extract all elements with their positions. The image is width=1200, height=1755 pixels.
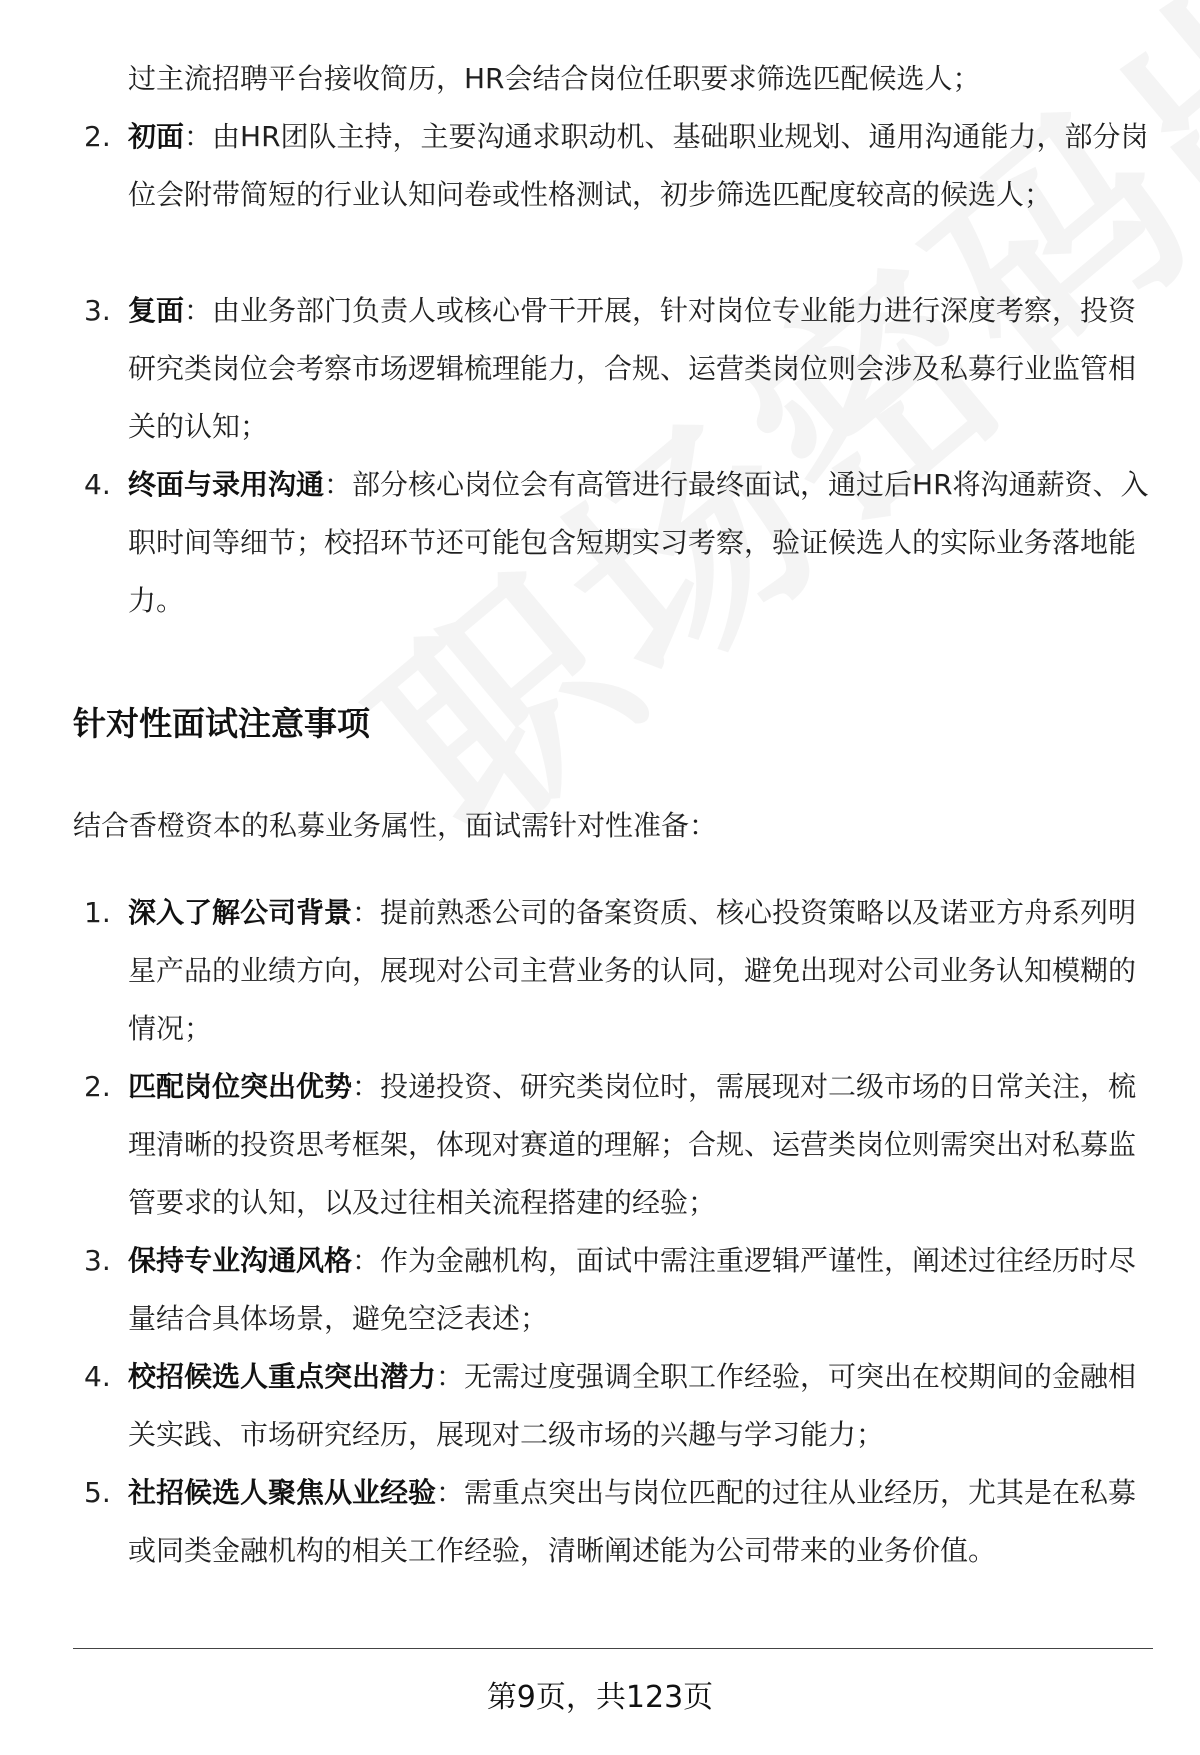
list-item	[0, 1232, 1200, 1348]
list-item	[0, 1464, 1200, 1580]
tips-list	[0, 884, 1200, 1580]
list-item	[0, 456, 1200, 630]
item-number: 1.	[84, 896, 111, 929]
item-lead: 终面与录用沟通	[128, 468, 325, 501]
page-number: 第9页，共123页	[486, 1680, 714, 1715]
list-item	[0, 282, 1200, 456]
item-number: 2.	[84, 1070, 111, 1103]
item-text: ：部分核心岗位会有高管进行最终面试，通过后HR将沟通薪资、入职时间等细节；校招环节还可能包含短期实习考察，验证候选人的实际业务落地能力。	[128, 468, 1149, 617]
item-lead: 初面	[128, 120, 185, 153]
item-lead: 复面	[128, 294, 185, 327]
item-text: ：由业务部门负责人或核心骨干开展，针对岗位专业能力进行深度考察，投资研究类岗位会考察市场逻辑梳理能力，合规、运营类岗位则会涉及私募行业监管相关的认知；	[128, 294, 1137, 443]
item-lead: 社招候选人聚焦从业经验	[128, 1476, 437, 1509]
list-item	[0, 1058, 1200, 1232]
item-text: ：投递投资、研究类岗位时，需展现对二级市场的日常关注，梳理清晰的投资思考框架，体现对赛道的理解；合规、运营类岗位则需突出对私募监管要求的认知，以及过往相关流程搭建的经验；	[128, 1070, 1137, 1219]
section-heading: 针对性面试注意事项	[73, 704, 370, 743]
intro-text: 结合香橙资本的私募业务属性，面试需针对性准备：	[73, 809, 718, 842]
item-number: 3.	[84, 294, 111, 327]
item-text: ：提前熟悉公司的备案资质、核心投资策略以及诺亚方舟系列明星产品的业绩方向，展现对公司主营业务的认同，避免出现对公司业务认知模糊的情况；	[128, 896, 1137, 1045]
list-item	[0, 108, 1200, 282]
footer-divider	[73, 1648, 1153, 1649]
list-item	[0, 884, 1200, 1058]
continuation-text: 过主流招聘平台接收简历，HR会结合岗位任职要求筛选匹配候选人；	[128, 62, 981, 95]
item-number: 2.	[84, 120, 111, 153]
item-lead: 保持专业沟通风格	[128, 1244, 353, 1277]
item-number: 3.	[84, 1244, 111, 1277]
item-text: ：无需过度强调全职工作经验，可突出在校期间的金融相关实践、市场研究经历，展现对二级市场的兴趣与学习能力；	[128, 1360, 1137, 1451]
list-item	[0, 1348, 1200, 1464]
process-list	[0, 108, 1200, 630]
item-lead: 校招候选人重点突出潜力	[128, 1360, 437, 1393]
item-text: ：作为金融机构，面试中需注重逻辑严谨性，阐述过往经历时尽量结合具体场景，避免空泛表述；	[128, 1244, 1137, 1335]
item-lead: 深入了解公司背景	[128, 896, 353, 929]
item-number: 4.	[84, 468, 111, 501]
item-text: ：需重点突出与岗位匹配的过往从业经历，尤其是在私募或同类金融机构的相关工作经验，清晰阐述能为公司带来的业务价值。	[128, 1476, 1137, 1567]
item-text: ：由HR团队主持，主要沟通求职动机、基础职业规划、通用沟通能力，部分岗位会附带简短的行业认知问卷或性格测试，初步筛选匹配度较高的候选人；	[128, 120, 1149, 211]
item-lead: 匹配岗位突出优势	[128, 1070, 353, 1103]
item-number: 5.	[84, 1476, 111, 1509]
item-number: 4.	[84, 1360, 111, 1393]
